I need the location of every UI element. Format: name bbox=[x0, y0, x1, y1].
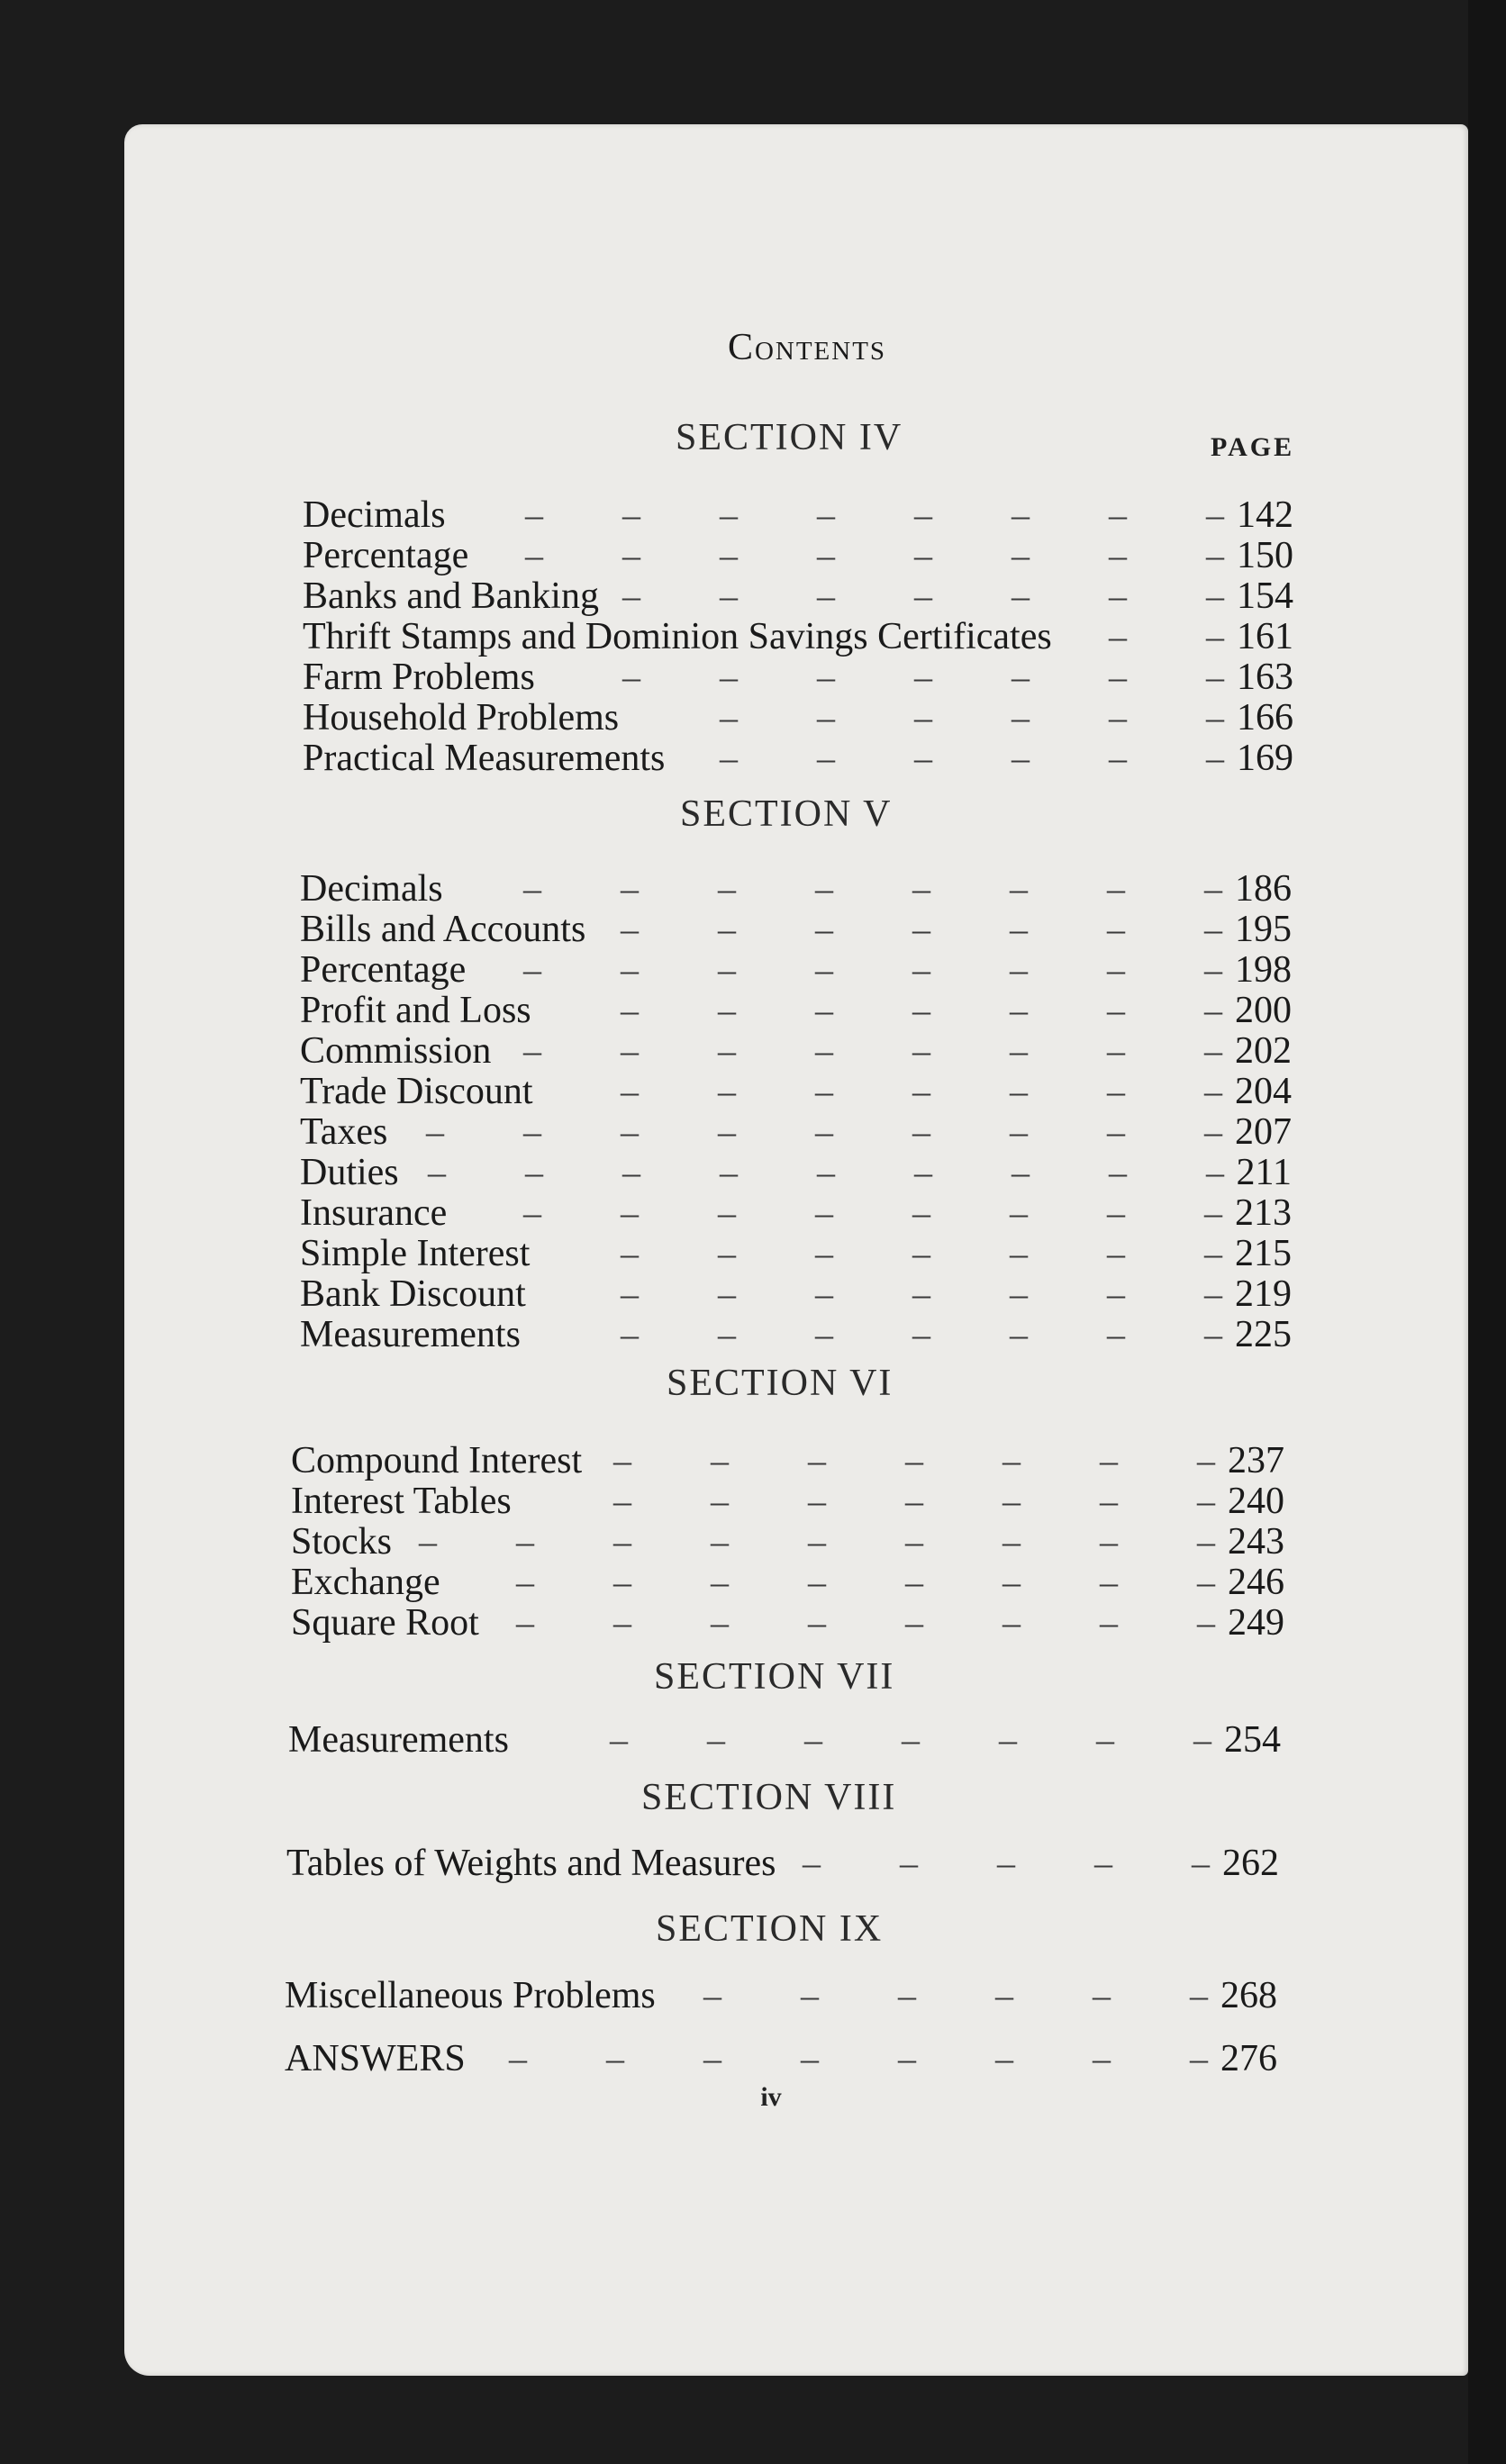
leader-dash: – bbox=[1002, 1602, 1021, 1643]
leader-dash: – bbox=[523, 868, 541, 909]
leader-dash: – bbox=[902, 1719, 920, 1760]
section-heading: SECTION IX bbox=[656, 1908, 884, 1950]
leader-dash: – bbox=[606, 2038, 624, 2079]
leader-dash: – bbox=[419, 1521, 437, 1562]
entry-title: Percentage bbox=[300, 949, 467, 991]
entry-title: Decimals bbox=[300, 868, 443, 910]
leader-dash: – bbox=[718, 1192, 736, 1233]
answers-entry bbox=[285, 2037, 1277, 2077]
leader-dash: – bbox=[1107, 1071, 1125, 1111]
leader-dash: – bbox=[622, 535, 640, 575]
entry-title: Trade Discount bbox=[300, 1071, 533, 1112]
leader-dash: – bbox=[905, 1440, 923, 1481]
leader-dash: – bbox=[1109, 616, 1127, 657]
entry-page-number: 186 bbox=[1235, 868, 1292, 910]
leader-dash: – bbox=[525, 494, 543, 535]
leader-dash: – bbox=[1107, 1233, 1125, 1273]
leader-dash: – bbox=[718, 990, 736, 1030]
leader-dash: – bbox=[621, 1233, 639, 1273]
leader-dash: – bbox=[905, 1562, 923, 1602]
entry-page-number: 169 bbox=[1237, 738, 1293, 779]
entry-title: Measurements bbox=[288, 1719, 509, 1761]
toc-entry bbox=[300, 1029, 1292, 1072]
entry-title: Simple Interest bbox=[300, 1233, 531, 1274]
toc-entry bbox=[300, 1273, 1292, 1315]
leader-dash: – bbox=[914, 738, 932, 778]
entry-title: Practical Measurements bbox=[303, 738, 666, 779]
entry-page-number: 219 bbox=[1235, 1273, 1292, 1315]
leader-dash: – bbox=[720, 535, 738, 575]
leader-dash: – bbox=[621, 1111, 639, 1152]
entry-page-number: 225 bbox=[1235, 1314, 1292, 1355]
leader-dash: – bbox=[914, 1152, 932, 1192]
leader-dash: – bbox=[912, 990, 930, 1030]
leader-dash: – bbox=[1100, 1562, 1118, 1602]
toc-entry bbox=[288, 1718, 1281, 1761]
leader-dash: – bbox=[808, 1602, 826, 1643]
toc-entry bbox=[291, 1561, 1284, 1603]
toc-entry bbox=[303, 534, 1293, 574]
leader-dash: – bbox=[720, 697, 738, 738]
leader-dash: – bbox=[613, 1440, 631, 1481]
leader-dash: – bbox=[621, 909, 639, 949]
toc-entry bbox=[300, 1070, 1292, 1110]
leader-dash: – bbox=[900, 1843, 918, 1883]
entry-title: Decimals bbox=[303, 494, 446, 536]
entry-title: Bills and Accounts bbox=[300, 909, 586, 950]
entry-page-number: 200 bbox=[1235, 990, 1292, 1031]
section-heading: SECTION VII bbox=[654, 1656, 895, 1698]
leader-dash: – bbox=[622, 657, 640, 697]
leader-dash: – bbox=[815, 1111, 833, 1152]
leader-dash: – bbox=[1204, 1111, 1222, 1152]
leader-dash: – bbox=[707, 1719, 725, 1760]
leader-dash: – bbox=[1100, 1521, 1118, 1562]
leader-dash: – bbox=[509, 2038, 527, 2079]
leader-dash: – bbox=[1204, 949, 1222, 990]
leader-dash: – bbox=[1206, 1152, 1224, 1192]
leader-dash: – bbox=[621, 1273, 639, 1314]
entry-title: Interest Tables bbox=[291, 1481, 512, 1522]
leader-dash: – bbox=[621, 949, 639, 990]
entry-title: Percentage bbox=[303, 535, 469, 576]
leader-dash: – bbox=[817, 535, 835, 575]
leader-dash: – bbox=[1010, 1314, 1028, 1354]
leader-dash: – bbox=[1012, 657, 1030, 697]
leader-dash: – bbox=[1193, 1719, 1211, 1760]
leader-dash: – bbox=[997, 1843, 1015, 1883]
leader-dash: – bbox=[1197, 1602, 1215, 1643]
entry-title: Taxes bbox=[300, 1111, 388, 1153]
leader-dash: – bbox=[720, 494, 738, 535]
leader-dash: – bbox=[1109, 738, 1127, 778]
leader-dash: – bbox=[1109, 535, 1127, 575]
leader-dash: – bbox=[525, 1152, 543, 1192]
toc-entry bbox=[291, 1480, 1284, 1522]
leader-dash: – bbox=[720, 575, 738, 616]
leader-dash: – bbox=[912, 1192, 930, 1233]
leader-dash: – bbox=[718, 1111, 736, 1152]
entry-title: Household Problems bbox=[303, 697, 620, 738]
leader-dash: – bbox=[720, 738, 738, 778]
leader-dash: – bbox=[1109, 575, 1127, 616]
leader-dash: – bbox=[912, 1030, 930, 1071]
leader-dash: – bbox=[1109, 1152, 1127, 1192]
entry-title: Thrift Stamps and Dominion Savings Certificates bbox=[303, 616, 1052, 657]
leader-dash: – bbox=[1010, 1233, 1028, 1273]
leader-dash: – bbox=[817, 657, 835, 697]
leader-dash: – bbox=[1204, 1233, 1222, 1273]
leader-dash: – bbox=[1002, 1440, 1021, 1481]
entry-title: Commission bbox=[300, 1030, 492, 1072]
leader-dash: – bbox=[905, 1521, 923, 1562]
leader-dash: – bbox=[912, 868, 930, 909]
leader-dash: – bbox=[1010, 868, 1028, 909]
leader-dash: – bbox=[1206, 575, 1224, 616]
leader-dash: – bbox=[815, 1071, 833, 1111]
entry-page-number: 161 bbox=[1237, 616, 1293, 657]
leader-dash: – bbox=[1096, 1719, 1114, 1760]
page-title: Contents bbox=[727, 327, 887, 368]
entry-page-number: 150 bbox=[1237, 535, 1293, 576]
leader-dash: – bbox=[523, 949, 541, 990]
section-heading: SECTION V bbox=[680, 793, 893, 835]
leader-dash: – bbox=[815, 1192, 833, 1233]
entry-page-number: 262 bbox=[1222, 1843, 1279, 1884]
toc-entry bbox=[300, 1191, 1292, 1234]
leader-dash: – bbox=[525, 535, 543, 575]
toc-entry bbox=[303, 656, 1293, 698]
entry-page-number: 195 bbox=[1235, 909, 1292, 950]
leader-dash: – bbox=[1197, 1562, 1215, 1602]
leader-dash: – bbox=[914, 657, 932, 697]
section-heading: SECTION VIII bbox=[641, 1777, 897, 1818]
leader-dash: – bbox=[621, 868, 639, 909]
leader-dash: – bbox=[1010, 1030, 1028, 1071]
toc-entry bbox=[303, 494, 1293, 536]
leader-dash: – bbox=[898, 2038, 916, 2079]
leader-dash: – bbox=[516, 1562, 534, 1602]
leader-dash: – bbox=[999, 1719, 1017, 1760]
leader-dash: – bbox=[1107, 909, 1125, 949]
entry-page-number: 246 bbox=[1228, 1562, 1284, 1603]
leader-dash: – bbox=[804, 1719, 822, 1760]
leader-dash: – bbox=[720, 1152, 738, 1192]
leader-dash: – bbox=[1094, 1843, 1112, 1883]
leader-dash: – bbox=[1206, 494, 1224, 535]
entry-page-number: 154 bbox=[1237, 575, 1293, 617]
leader-dash: – bbox=[711, 1602, 729, 1643]
leader-dash: – bbox=[1010, 909, 1028, 949]
leader-dash: – bbox=[1012, 697, 1030, 738]
leader-dash: – bbox=[613, 1602, 631, 1643]
leader-dash: – bbox=[817, 738, 835, 778]
leader-dash: – bbox=[1010, 1192, 1028, 1233]
entry-page-number: 254 bbox=[1224, 1719, 1281, 1761]
entry-page-number: 207 bbox=[1235, 1111, 1292, 1153]
entry-page-number: 276 bbox=[1220, 2038, 1277, 2079]
entry-title: Bank Discount bbox=[300, 1273, 526, 1315]
leader-dash: – bbox=[815, 868, 833, 909]
section-heading: SECTION IV bbox=[676, 417, 903, 458]
toc-entry bbox=[286, 1842, 1279, 1884]
leader-dash: – bbox=[516, 1602, 534, 1643]
entry-title: Exchange bbox=[291, 1562, 440, 1603]
leader-dash: – bbox=[613, 1521, 631, 1562]
leader-dash: – bbox=[711, 1521, 729, 1562]
leader-dash: – bbox=[718, 1071, 736, 1111]
toc-entry bbox=[300, 989, 1292, 1031]
leader-dash: – bbox=[621, 1030, 639, 1071]
leader-dash: – bbox=[1002, 1562, 1021, 1602]
leader-dash: – bbox=[711, 1481, 729, 1521]
leader-dash: – bbox=[1204, 868, 1222, 909]
leader-dash: – bbox=[912, 1111, 930, 1152]
leader-dash: – bbox=[995, 2038, 1013, 2079]
leader-dash: – bbox=[1197, 1521, 1215, 1562]
leader-dash: – bbox=[1109, 657, 1127, 697]
toc-entry bbox=[303, 575, 1293, 617]
leader-dash: – bbox=[1204, 1273, 1222, 1314]
entry-page-number: 268 bbox=[1220, 1975, 1277, 2016]
toc-entry bbox=[300, 867, 1292, 910]
toc-entry bbox=[300, 1232, 1292, 1272]
leader-dash: – bbox=[718, 1233, 736, 1273]
leader-dash: – bbox=[523, 1192, 541, 1233]
toc-entry bbox=[300, 1110, 1292, 1153]
leader-dash: – bbox=[817, 1152, 835, 1192]
toc-entry bbox=[300, 1151, 1292, 1191]
leader-dash: – bbox=[808, 1440, 826, 1481]
leader-dash: – bbox=[1206, 738, 1224, 778]
leader-dash: – bbox=[718, 868, 736, 909]
entry-title: Compound Interest bbox=[291, 1440, 583, 1481]
leader-dash: – bbox=[1012, 535, 1030, 575]
leader-dash: – bbox=[718, 909, 736, 949]
leader-dash: – bbox=[1204, 1071, 1222, 1111]
leader-dash: – bbox=[1107, 949, 1125, 990]
entry-page-number: 237 bbox=[1228, 1440, 1284, 1481]
leader-dash: – bbox=[1100, 1481, 1118, 1521]
leader-dash: – bbox=[1107, 868, 1125, 909]
entry-title: Insurance bbox=[300, 1192, 448, 1234]
leader-dash: – bbox=[914, 697, 932, 738]
leader-dash: – bbox=[817, 494, 835, 535]
leader-dash: – bbox=[720, 657, 738, 697]
entry-title: Square Root bbox=[291, 1602, 479, 1644]
entry-page-number: 198 bbox=[1235, 949, 1292, 991]
leader-dash: – bbox=[815, 990, 833, 1030]
leader-dash: – bbox=[1002, 1481, 1021, 1521]
leader-dash: – bbox=[1012, 738, 1030, 778]
leader-dash: – bbox=[1012, 575, 1030, 616]
leader-dash: – bbox=[703, 2038, 721, 2079]
leader-dash: – bbox=[1100, 1440, 1118, 1481]
leader-dash: – bbox=[613, 1481, 631, 1521]
leader-dash: – bbox=[815, 909, 833, 949]
entry-title: Stocks bbox=[291, 1521, 393, 1563]
leader-dash: – bbox=[1204, 1030, 1222, 1071]
leader-dash: – bbox=[1010, 1111, 1028, 1152]
leader-dash: – bbox=[898, 1975, 916, 2016]
leader-dash: – bbox=[1204, 990, 1222, 1030]
leader-dash: – bbox=[516, 1521, 534, 1562]
leader-dash: – bbox=[817, 697, 835, 738]
leader-dash: – bbox=[1100, 1602, 1118, 1643]
leader-dash: – bbox=[912, 909, 930, 949]
leader-dash: – bbox=[426, 1111, 444, 1152]
entry-title: ANSWERS bbox=[285, 2038, 466, 2079]
leader-dash: – bbox=[905, 1481, 923, 1521]
leader-dash: – bbox=[613, 1562, 631, 1602]
leader-dash: – bbox=[1012, 494, 1030, 535]
leader-dash: – bbox=[803, 1843, 821, 1883]
leader-dash: – bbox=[1093, 1975, 1111, 2016]
leader-dash: – bbox=[815, 1233, 833, 1273]
entry-page-number: 243 bbox=[1228, 1521, 1284, 1563]
entry-page-number: 163 bbox=[1237, 657, 1293, 698]
leader-dash: – bbox=[610, 1719, 628, 1760]
leader-dash: – bbox=[808, 1562, 826, 1602]
leader-dash: – bbox=[1204, 909, 1222, 949]
leader-dash: – bbox=[1010, 990, 1028, 1030]
leader-dash: – bbox=[1197, 1481, 1215, 1521]
leader-dash: – bbox=[1107, 1030, 1125, 1071]
leader-dash: – bbox=[1197, 1440, 1215, 1481]
leader-dash: – bbox=[912, 1273, 930, 1314]
leader-dash: – bbox=[711, 1440, 729, 1481]
leader-dash: – bbox=[905, 1602, 923, 1643]
leader-dash: – bbox=[1204, 1314, 1222, 1354]
leader-dash: – bbox=[1107, 1111, 1125, 1152]
leader-dash: – bbox=[815, 949, 833, 990]
leader-dash: – bbox=[912, 1314, 930, 1354]
entry-title: Farm Problems bbox=[303, 657, 535, 698]
leader-dash: – bbox=[808, 1481, 826, 1521]
leader-dash: – bbox=[621, 1071, 639, 1111]
section-heading: SECTION VI bbox=[667, 1363, 894, 1404]
leader-dash: – bbox=[1093, 2038, 1111, 2079]
leader-dash: – bbox=[622, 494, 640, 535]
leader-dash: – bbox=[1206, 616, 1224, 657]
leader-dash: – bbox=[912, 949, 930, 990]
leader-dash: – bbox=[817, 575, 835, 616]
entry-page-number: 213 bbox=[1235, 1192, 1292, 1234]
entry-page-number: 211 bbox=[1236, 1152, 1292, 1193]
leader-dash: – bbox=[1107, 1192, 1125, 1233]
leader-dash: – bbox=[1206, 697, 1224, 738]
leader-dash: – bbox=[718, 1030, 736, 1071]
entry-title: Profit and Loss bbox=[300, 990, 531, 1031]
leader-dash: – bbox=[1204, 1192, 1222, 1233]
entry-page-number: 204 bbox=[1235, 1071, 1292, 1112]
leader-dash: – bbox=[1010, 1273, 1028, 1314]
toc-entry bbox=[291, 1439, 1284, 1479]
toc-entry bbox=[291, 1520, 1284, 1563]
leader-dash: – bbox=[1010, 949, 1028, 990]
toc-entry bbox=[300, 948, 1292, 991]
entry-page-number: 166 bbox=[1237, 697, 1293, 738]
leader-dash: – bbox=[995, 1975, 1013, 2016]
entry-page-number: 249 bbox=[1228, 1602, 1284, 1644]
leader-dash: – bbox=[1109, 697, 1127, 738]
leader-dash: – bbox=[914, 535, 932, 575]
page-folio: iv bbox=[760, 2082, 782, 2112]
leader-dash: – bbox=[711, 1562, 729, 1602]
leader-dash: – bbox=[914, 494, 932, 535]
leader-dash: – bbox=[428, 1152, 446, 1192]
toc-entry bbox=[303, 696, 1293, 736]
toc-entry bbox=[285, 1974, 1277, 2014]
leader-dash: – bbox=[718, 949, 736, 990]
entry-title: Measurements bbox=[300, 1314, 521, 1355]
leader-dash: – bbox=[621, 990, 639, 1030]
leader-dash: – bbox=[815, 1030, 833, 1071]
leader-dash: – bbox=[1002, 1521, 1021, 1562]
leader-dash: – bbox=[1206, 657, 1224, 697]
entry-title: Tables of Weights and Measures bbox=[286, 1843, 776, 1884]
leader-dash: – bbox=[912, 1071, 930, 1111]
leader-dash: – bbox=[801, 2038, 819, 2079]
entry-title: Miscellaneous Problems bbox=[285, 1975, 656, 2016]
leader-dash: – bbox=[1190, 2038, 1208, 2079]
leader-dash: – bbox=[622, 1152, 640, 1192]
toc-entry bbox=[303, 737, 1293, 779]
entry-page-number: 240 bbox=[1228, 1481, 1284, 1522]
entry-page-number: 215 bbox=[1235, 1233, 1292, 1274]
leader-dash: – bbox=[1192, 1843, 1210, 1883]
toc-entry bbox=[291, 1601, 1284, 1644]
leader-dash: – bbox=[815, 1314, 833, 1354]
toc-entry bbox=[300, 1313, 1292, 1353]
toc-entry bbox=[303, 615, 1293, 655]
entry-page-number: 202 bbox=[1235, 1030, 1292, 1072]
entry-title: Duties bbox=[300, 1152, 399, 1193]
leader-dash: – bbox=[912, 1233, 930, 1273]
leader-dash: – bbox=[703, 1975, 721, 2016]
leader-dash: – bbox=[1010, 1071, 1028, 1111]
entry-title: Banks and Banking bbox=[303, 575, 599, 617]
toc-entry bbox=[300, 908, 1292, 950]
page-column-label: PAGE bbox=[1211, 432, 1295, 462]
leader-dash: – bbox=[808, 1521, 826, 1562]
leader-dash: – bbox=[914, 575, 932, 616]
leader-dash: – bbox=[815, 1273, 833, 1314]
leader-dash: – bbox=[523, 1030, 541, 1071]
leader-dash: – bbox=[1107, 1273, 1125, 1314]
entry-page-number: 142 bbox=[1237, 494, 1293, 536]
leader-dash: – bbox=[1206, 535, 1224, 575]
leader-dash: – bbox=[1107, 1314, 1125, 1354]
leader-dash: – bbox=[621, 1192, 639, 1233]
leader-dash: – bbox=[621, 1314, 639, 1354]
leader-dash: – bbox=[1190, 1975, 1208, 2016]
leader-dash: – bbox=[622, 575, 640, 616]
leader-dash: – bbox=[1107, 990, 1125, 1030]
leader-dash: – bbox=[718, 1273, 736, 1314]
leader-dash: – bbox=[1109, 494, 1127, 535]
leader-dash: – bbox=[801, 1975, 819, 2016]
leader-dash: – bbox=[523, 1111, 541, 1152]
leader-dash: – bbox=[718, 1314, 736, 1354]
leader-dash: – bbox=[1012, 1152, 1030, 1192]
